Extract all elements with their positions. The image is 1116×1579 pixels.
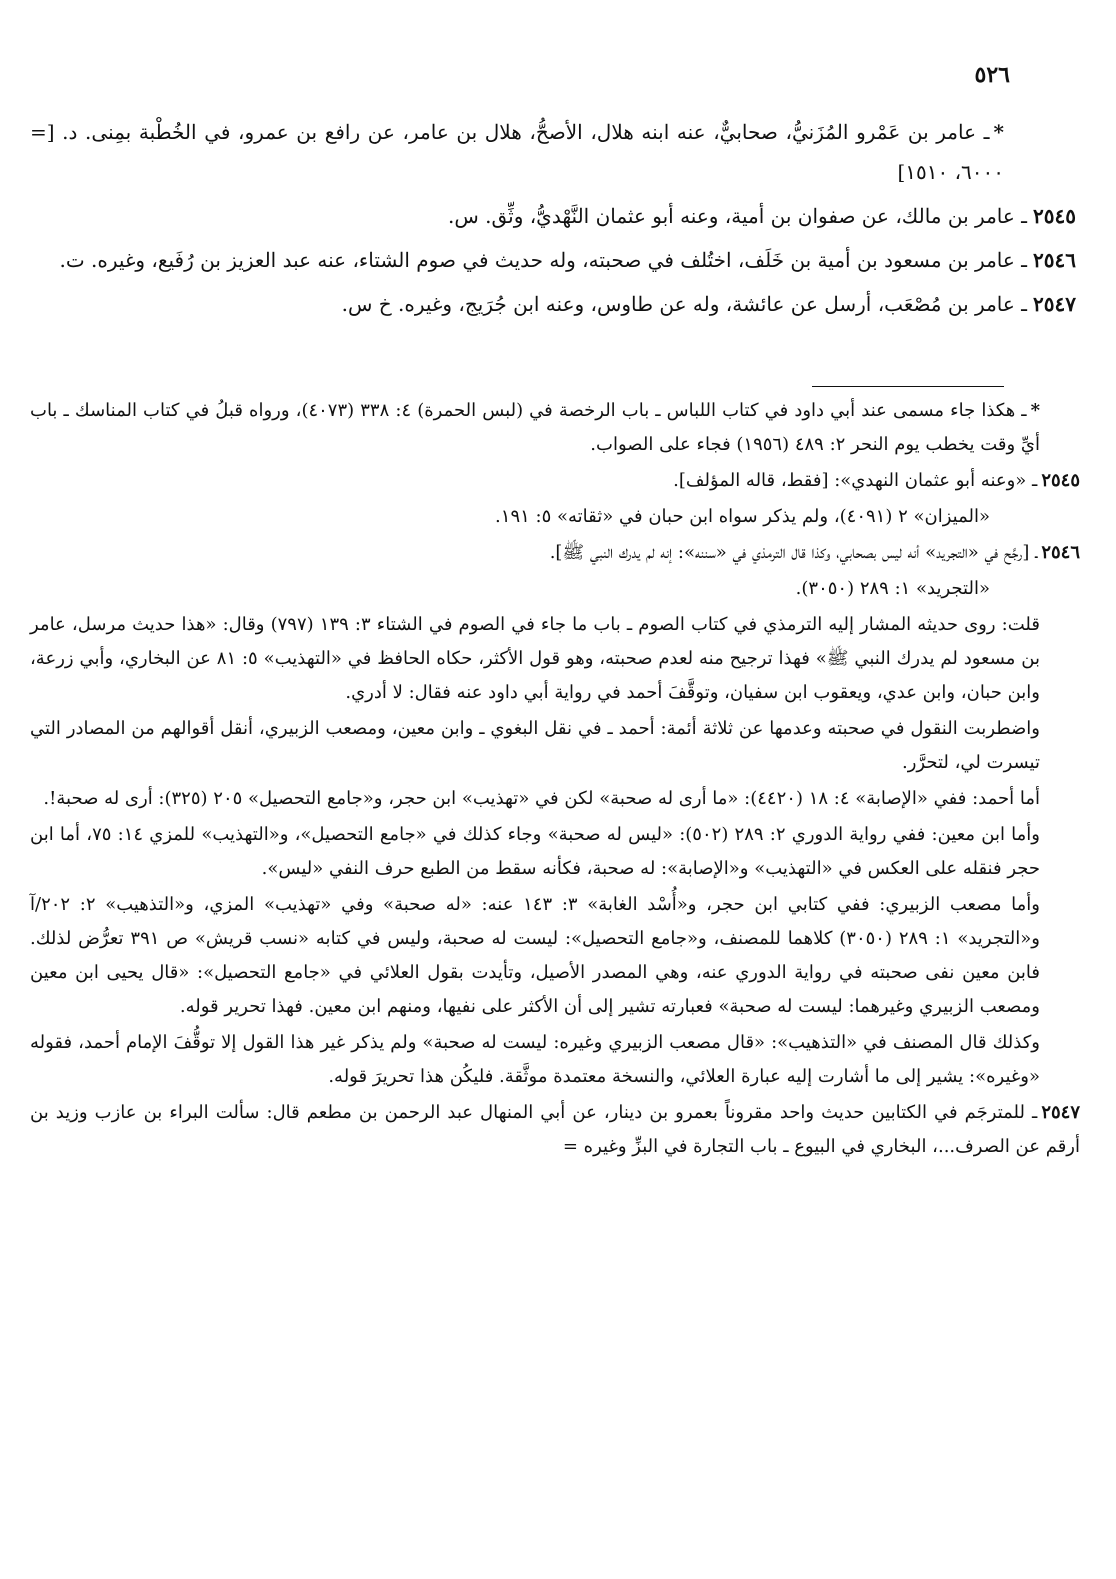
footnote-text: وأما مصعب الزبيري: ففي كتابي ابن حجر، و«أُسْد الغابة» ٣: ١٤٣ عنه: «له صحبة» وفي «تهذيب» المزي، و«التذهيب» ٢: ٢٠٢/آ و«التجريد» ١: ٢٨٩ (٣٠٥٠) كلاهما للمصنف، و«جامع التحصيل»: ليست له صحبة، وليس في كتابه «نسب قريش» ص ٣٩١ تعرُّض لذلك. فابن معين نفى صحبته في رواية الدوري عنه، وهي المصدر الأصيل، وتأيدت بقول العلائي في «جامع التحصيل»: «قال يحيى ابن معين ومصعب الزبيري وغيرهما: ليست له صحبة» فعبارته تشير إلى أن الأكثر على نفيها، ومنهم ابن معين. فهذا تحرير قوله.: [30, 894, 1040, 1017]
footnote-paragraph: [30, 818, 1080, 886]
entry-text: ـ عامر بن مُصْعَب، أرسل عن عائشة، وله عن طاوس، وعنه ابن جُرَيج، وغيره. خ س.: [341, 292, 1028, 316]
footnote-text: واضطربت النقول في صحبته وعدمها عن ثلاثة أئمة: أحمد ـ في نقل البغوي ـ وابن معين، ومصعب الزبيري، أنقل أقوالهم من المصادر التي تيسرت لي، لتحرَّر.: [30, 718, 1040, 773]
footnotes: [30, 394, 1080, 1166]
footnote-number: ٢٥٤٦: [1041, 542, 1080, 563]
footnote-2547: [30, 1096, 1080, 1164]
entry-text: ـ عامر بن عَمْرو المُزَنيُّ، صحابيٌّ، عنه ابنه هلال، الأصحُّ، هلال بن عامر، عن رافع بن عمرو، في الخُطْبة بمِنى. د. [= ٦٠٠٠، ١٥١٠]: [30, 120, 1004, 184]
footnote-2546-reference: [30, 572, 1080, 606]
footnote-text: قلت: روى حديثه المشار إليه الترمذي في كتاب الصوم ـ باب ما جاء في الصوم في الشتاء ٣: ١٣٩ (٧٩٧) وقال: «هذا حديث مرسل، عامر بن مسعود لم يدرك النبي ﷺ» فهذا ترجيح منه لعدم صحبته، وهو قول الأكثر، حكاه الحافظ في «التهذيب» ٥: ٨١ عن البخاري، وأبي زرعة، وابن حبان، وابن عدي، ويعقوب ابن سفيان، وتوقَّفَ أحمد في رواية أبي داود عنه فقال: لا أدري.: [30, 614, 1040, 703]
entry-text: ـ عامر بن مالك، عن صفوان بن أمية، وعنه أبو عثمان النَّهْديُّ، وثِّق. س.: [447, 204, 1028, 228]
footnote-text: وأما ابن معين: ففي رواية الدوري ٢: ٢٨٩ (٥٠٢): «ليس له صحبة» وجاء كذلك في «جامع التحصيل»، و«التهذيب» للمزي ١٤: ٧٥، أما ابن حجر فنقله على العكس في «التهذيب» و«الإصابة»: له صحبة، فكأنه سقط من الطبع حرف النفي «ليس».: [30, 824, 1040, 879]
entry-2545: [30, 196, 1076, 236]
entry-2547: [30, 284, 1076, 324]
footnote-paragraph: [30, 712, 1080, 780]
entry-number: ٢٥٤٧: [1033, 292, 1076, 316]
entry-marker: *: [993, 120, 1004, 144]
footnote-number: ٢٥٤٥: [1041, 470, 1080, 491]
footnote-marker: *: [1030, 400, 1040, 421]
entry-text: ـ عامر بن مسعود بن أمية بن خَلَف، اختُلف في صحبته، وله حديث في صوم الشتاء، عنه عبد العزيز بن رُفَيع، وغيره. ت.: [59, 248, 1028, 272]
entry-amir-muzani: [30, 112, 1004, 192]
footnote-paragraph: [30, 1026, 1080, 1094]
footnote-text: ـ هكذا جاء مسمى عند أبي داود في كتاب اللباس ـ باب الرخصة في (لبس الحمرة) ٤: ٣٣٨ (٤٠٧٣)، ورواه قبلُ في كتاب المناسك ـ باب أيِّ وقت يخطب يوم النحر ٢: ٤٨٩ (١٩٥٦) فجاء على الصواب.: [30, 400, 1040, 455]
footnote-divider: [812, 386, 1004, 387]
entry-number: ٢٥٤٥: [1033, 204, 1076, 228]
footnote-paragraph: [30, 782, 1080, 816]
entry-number: ٢٥٤٦: [1033, 248, 1076, 272]
footnote-paragraph: [30, 608, 1080, 710]
footnote-text: ـ [رجَّح في «التجريد» أنه ليس بصحابي، وكذا قال الترمذي في «سننه»: إنه لم يدرك النبي ﷺ].: [549, 542, 1038, 563]
footnote-number: ٢٥٤٧: [1041, 1102, 1080, 1123]
entry-2546: [30, 240, 1076, 280]
footnote-text: «التجريد» ١: ٢٨٩ (٣٠٥٠).: [795, 578, 990, 599]
footnote-2545-reference: [30, 500, 1080, 534]
footnote-text: ـ «وعنه أبو عثمان النهدي»: [فقط، قاله المؤلف].: [673, 470, 1038, 491]
footnote-2545: [30, 464, 1080, 498]
footnote-text: ـ للمترجَم في الكتابين حديث واحد مقروناً بعمرو بن دينار، عن أبي المنهال عبد الرحمن بن مطعم قال: سألت البراء بن عازب وزيد بن أرقم عن الصرف...، البخاري في البيوع ـ باب التجارة في البزِّ وغيره =: [30, 1102, 1080, 1157]
footnote-text: وكذلك قال المصنف في «التذهيب»: «قال مصعب الزبيري وغيره: ليست له صحبة» ولم يذكر غير هذا القول إلا توقُّفَ الإمام أحمد، فقوله «وغيره»: يشير إلى ما أشارت إليه عبارة العلائي، والنسخة معتمدة موثَّقة. فليكُن هذا تحريرَ قوله.: [30, 1032, 1040, 1087]
footnote-text: «الميزان» ٢ (٤٠٩١)، ولم يذكر سواه ابن حبان في «ثقاته» ٥: ١٩١.: [495, 506, 990, 527]
footnote-star: [30, 394, 1080, 462]
biography-entries: [30, 112, 1076, 328]
page-number: ٥٢٦: [974, 62, 1010, 88]
footnote-2546: [30, 536, 1080, 570]
footnote-paragraph: [30, 888, 1080, 1024]
footnote-text: أما أحمد: ففي «الإصابة» ٤: ١٨ (٤٤٢٠): «ما أرى له صحبة» لكن في «تهذيب» ابن حجر، و«جامع التحصيل» ٢٠٥ (٣٢٥): أرى له صحبة!.: [43, 788, 1040, 809]
